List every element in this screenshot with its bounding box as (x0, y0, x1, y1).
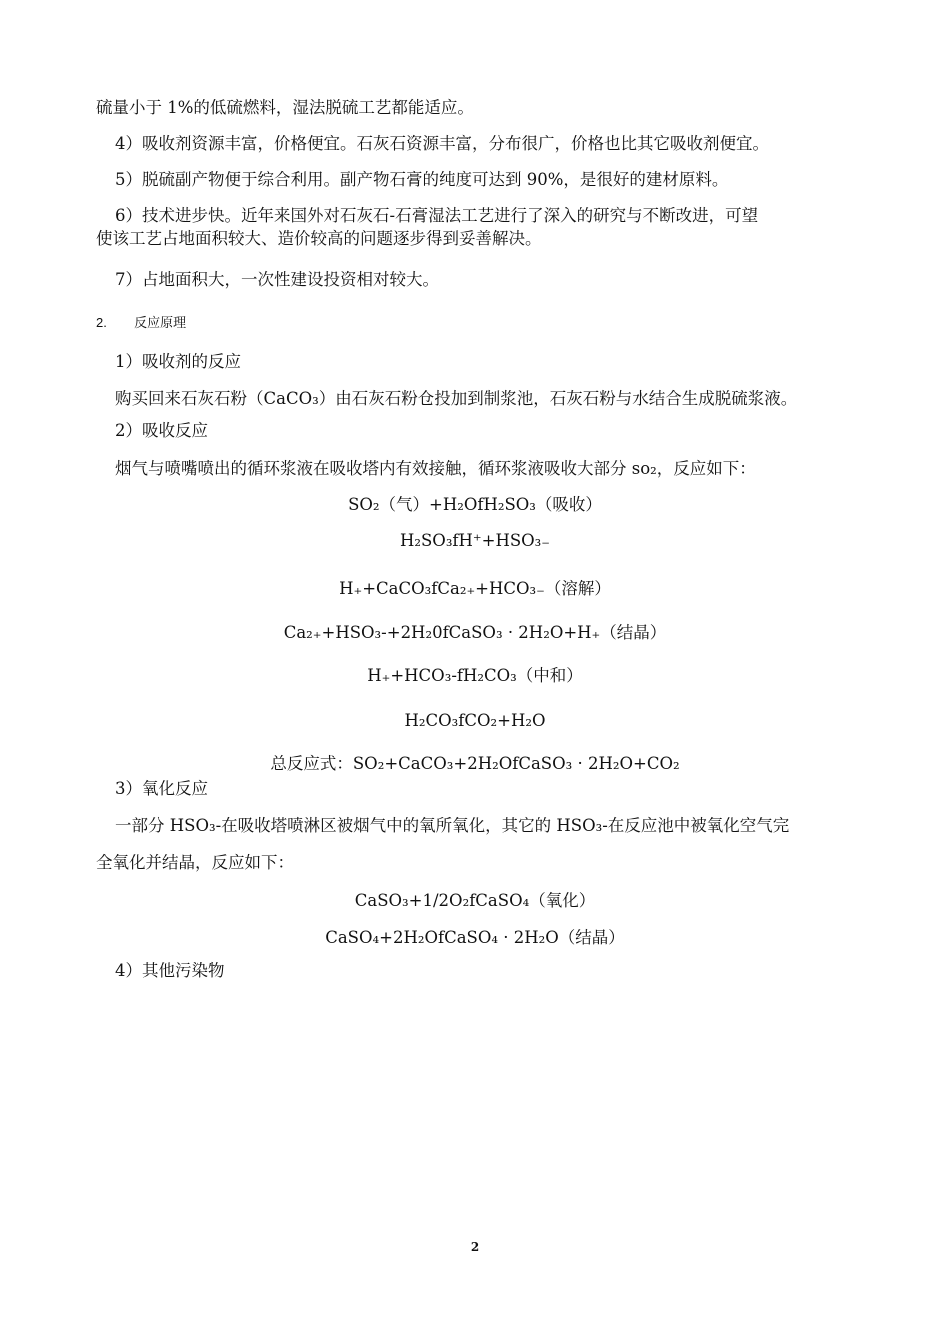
paragraph-line: 购买回来石灰石粉（CaCO₃）由石灰石粉仓投加到制浆池，石灰石粉与水结合生成脱硫浆液。 (115, 389, 798, 408)
paragraph-line: 4）吸收剂资源丰富，价格便宜。石灰石资源丰富，分布很广，价格也比其它吸收剂便宜。 (115, 134, 769, 153)
subheading: 4）其他污染物 (115, 961, 225, 980)
equation: CaSO₄+2H₂OfCaSO₄ · 2H₂O（结晶） (325, 928, 625, 947)
paragraph-line: 全氧化并结晶，反应如下： (96, 853, 294, 872)
subheading: 2）吸收反应 (115, 421, 208, 440)
equation: H₂SO₃fH⁺+HSO₃₋ (399, 531, 551, 550)
section-heading (96, 312, 186, 334)
equation: H₊+CaCO₃fCa₂₊+HCO₃₋（溶解） (339, 579, 611, 598)
paragraph-line: 7）占地面积大，一次性建设投资相对较大。 (115, 270, 439, 289)
paragraph-line: 6）技术进步快。近年来国外对石灰石-石膏湿法工艺进行了深入的研究与不断改进，可望 (115, 206, 759, 225)
subheading: 3）氧化反应 (115, 779, 208, 798)
paragraph-line: 硫量小于 1%的低硫燃料，湿法脱硫工艺都能适应。 (96, 98, 474, 117)
section-title: 反应原理 (134, 315, 187, 330)
equation: H₊+HCO₃-fH₂CO₃（中和） (367, 666, 583, 685)
paragraph-line: 一部分 HSO₃-在吸收塔喷淋区被烟气中的氧所氧化，其它的 HSO₃-在反应池中被氧化空气完 (115, 816, 790, 835)
paragraph-line: 烟气与喷嘴喷出的循环浆液在吸收塔内有效接触，循环浆液吸收大部分 so₂，反应如下： (115, 459, 756, 478)
equation: CaSO₃+1/2O₂fCaSO₄（氧化） (354, 891, 596, 910)
section-number: 2. (96, 315, 107, 330)
equation: SO₂（气）+H₂OfH₂SO₃（吸收） (348, 495, 602, 514)
equation: H₂CO₃fCO₂+H₂O (404, 711, 546, 730)
subheading: 1）吸收剂的反应 (115, 352, 241, 371)
page-number: 2 (470, 1240, 480, 1254)
equation: Ca₂₊+HSO₃-+2H₂0fCaSO₃ · 2H₂O+H₊（结晶） (283, 623, 667, 642)
equation-total: 总反应式：SO₂+CaCO₃+2H₂OfCaSO₃ · 2H₂O+CO₂ (270, 754, 680, 773)
paragraph-line: 使该工艺占地面积较大、造价较高的问题逐步得到妥善解决。 (96, 229, 542, 248)
paragraph-line: 5）脱硫副产物便于综合利用。副产物石膏的纯度可达到 90%，是很好的建材原料。 (115, 170, 729, 189)
